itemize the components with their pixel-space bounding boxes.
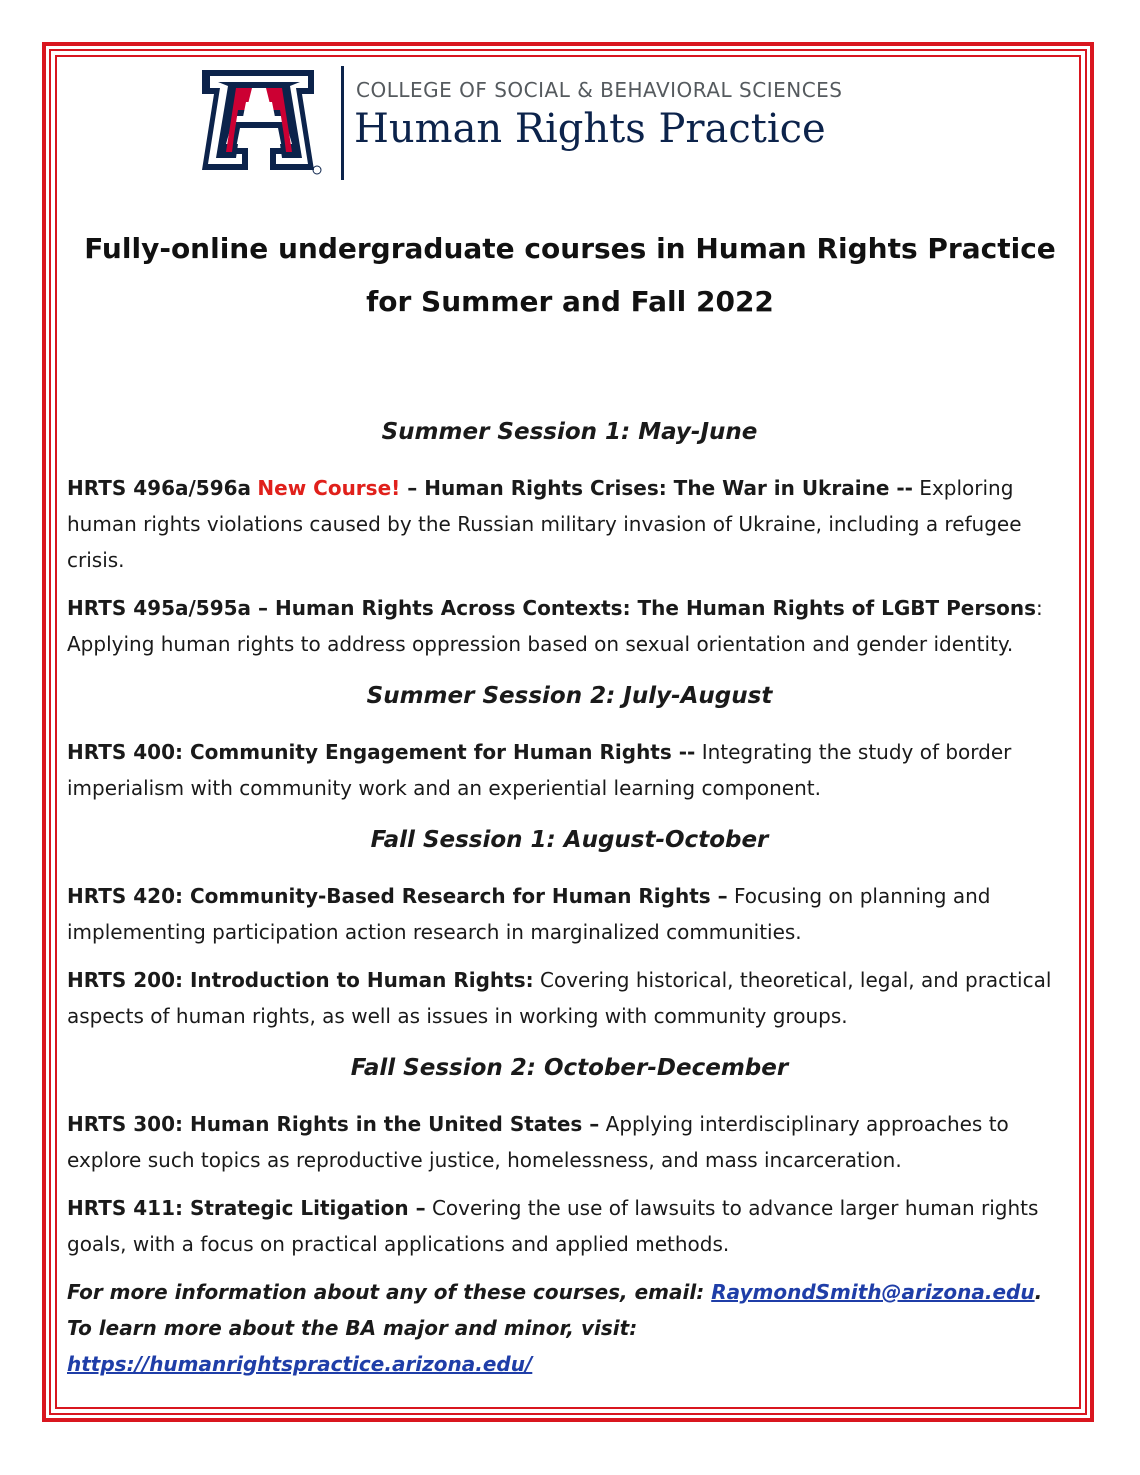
title-line-2: for Summer and Fall 2022 (366, 285, 774, 318)
session-heading: Fall Session 2: October-December (350, 1055, 789, 1081)
department-name: Human Rights Practice (354, 106, 826, 152)
course-description: Covering the use of lawsuits to advance larger human rights goals, with a focus on practical applications and applied methods. (67, 1196, 1039, 1256)
footer-text-1: For more information about any of these courses, email: (67, 1280, 712, 1304)
session-heading: Fall Session 1: August-October (370, 827, 769, 853)
course-entry (67, 470, 1072, 578)
course-description: Focusing on planning and implementing participation action research in marginalized communities. (67, 884, 991, 944)
session-heading: Summer Session 1: May-June (381, 419, 758, 445)
email-link[interactable]: RaymondSmith@arizona.edu (711, 1280, 1035, 1304)
course-description: Covering historical, theoretical, legal, and practical aspects of human rights, as well as issues in working with community groups. (67, 968, 1052, 1028)
course-code: HRTS 496a/596a (67, 476, 252, 500)
course-title: Human Rights Crises: The War in Ukraine -- (424, 476, 913, 500)
course-description: : Applying human rights to address oppression based on sexual orientation and gender identity. (67, 596, 1043, 656)
new-course-badge: New Course! (257, 476, 401, 500)
course-code: HRTS 420: Community-Based Research for Human Rights – (67, 884, 728, 908)
contact-footer (67, 1274, 1072, 1382)
course-entry (67, 878, 1072, 950)
footer-text-2: . To learn more about the BA major and minor, visit: (67, 1280, 1043, 1340)
university-a-logo (196, 64, 322, 176)
course-title-separator: – (400, 476, 425, 500)
header-logo (196, 64, 896, 184)
flyer-title (60, 222, 1080, 328)
course-code: HRTS 400: Community Engagement for Human Rights -- (67, 740, 696, 764)
course-description: Integrating the study of border imperialism with community work and an experiential learning component. (67, 740, 1012, 800)
course-code: HRTS 495a/595a – Human Rights Across Contexts: The Human Rights of LGBT Persons (67, 596, 1036, 620)
course-entry (67, 590, 1072, 662)
course-list (67, 410, 1072, 1394)
course-entry (67, 962, 1072, 1034)
course-entry (67, 1190, 1072, 1262)
course-code: HRTS 411: Strategic Litigation – (67, 1196, 426, 1220)
title-line-1: Fully-online undergraduate courses in Human Rights Practice (84, 232, 1056, 265)
course-code: HRTS 300: Human Rights in the United States – (67, 1112, 600, 1136)
course-description: Applying interdisciplinary approaches to explore such topics as reproductive justice, homelessness, and mass incarceration. (67, 1112, 1009, 1172)
website-link[interactable]: https://humanrightspractice.arizona.edu/ (67, 1352, 533, 1376)
session-heading: Summer Session 2: July-August (366, 683, 773, 709)
logo-divider (341, 66, 344, 180)
college-name: COLLEGE OF SOCIAL & BEHAVIORAL SCIENCES (356, 78, 843, 102)
course-code: HRTS 200: Introduction to Human Rights: (67, 968, 534, 992)
course-entry (67, 734, 1072, 806)
course-description: Exploring human rights violations caused by the Russian military invasion of Ukraine, including a refugee crisis. (67, 476, 1022, 572)
course-entry (67, 1106, 1072, 1178)
